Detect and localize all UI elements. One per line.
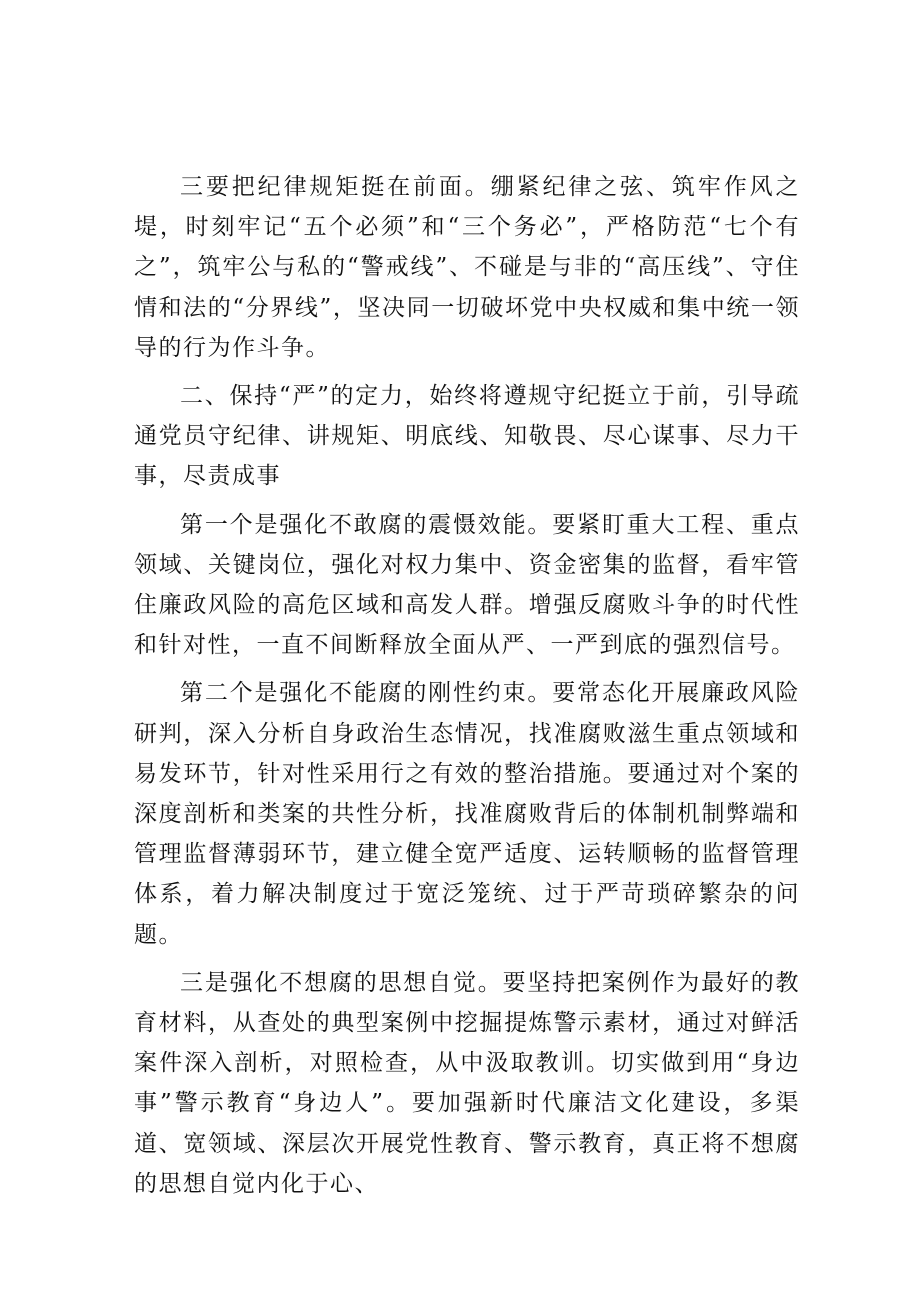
- paragraph-cannot-corrupt: 第二个是强化不能腐的刚性约束。要常态化开展廉政风险研判，深入分析自身政治生态情况，找准腐败滋生重点领域和易发环节，针对性采用行之有效的整治措施。要通过对个案的深度剖析和类案的共性分析，找准腐败背后的体制机制弊端和管理监督薄弱环节，建立健全宽严适度、运转顺畅的监督管理体系，着力解决制度过于宽泛笼统、过于严苛琐碎繁杂的问题。: [134, 680, 800, 948]
- paragraph-dare-not-corrupt: 第一个是强化不敢腐的震慑效能。要紧盯重大工程、重点领域、关键岗位，强化对权力集中、资金密集的监督，看牢管住廉政风险的高危区域和高发人群。增强反腐败斗争的时代性和针对性，一直不间断释放全面从严、一严到底的强烈信号。: [134, 511, 800, 659]
- document-body: [134, 167, 800, 1204]
- paragraph-discipline-rules: 三要把纪律规矩挺在前面。绷紧纪律之弦、筑牢作风之堤，时刻牢记“五个必须”和“三个务必”，严格防范“七个有之”，筑牢公与私的“警戒线”、不碰是与非的“高压线”、守住情和法的“分界线”，坚决同一切破坏党中央权威和集中统一领导的行为作斗争。: [134, 174, 800, 361]
- paragraph-do-not-want-corrupt: 三是强化不想腐的思想自觉。要坚持把案例作为最好的教育材料，从查处的典型案例中挖掘提炼警示素材，通过对鲜活案件深入剖析，对照检查，从中汲取教训。切实做到用“身边事”警示教育“身边人”。要加强新时代廉洁文化建设，多渠道、宽领域、深层次开展党性教育、警示教育，真正将不想腐的思想自觉内化于心、: [134, 969, 800, 1197]
- section-heading-strict-resolve: 二、保持“严”的定力，始终将遵规守纪挺立于前，引导疏通党员守纪律、讲规矩、明底线、知敬畏、尽心谋事、尽力干事，尽责成事: [134, 383, 800, 490]
